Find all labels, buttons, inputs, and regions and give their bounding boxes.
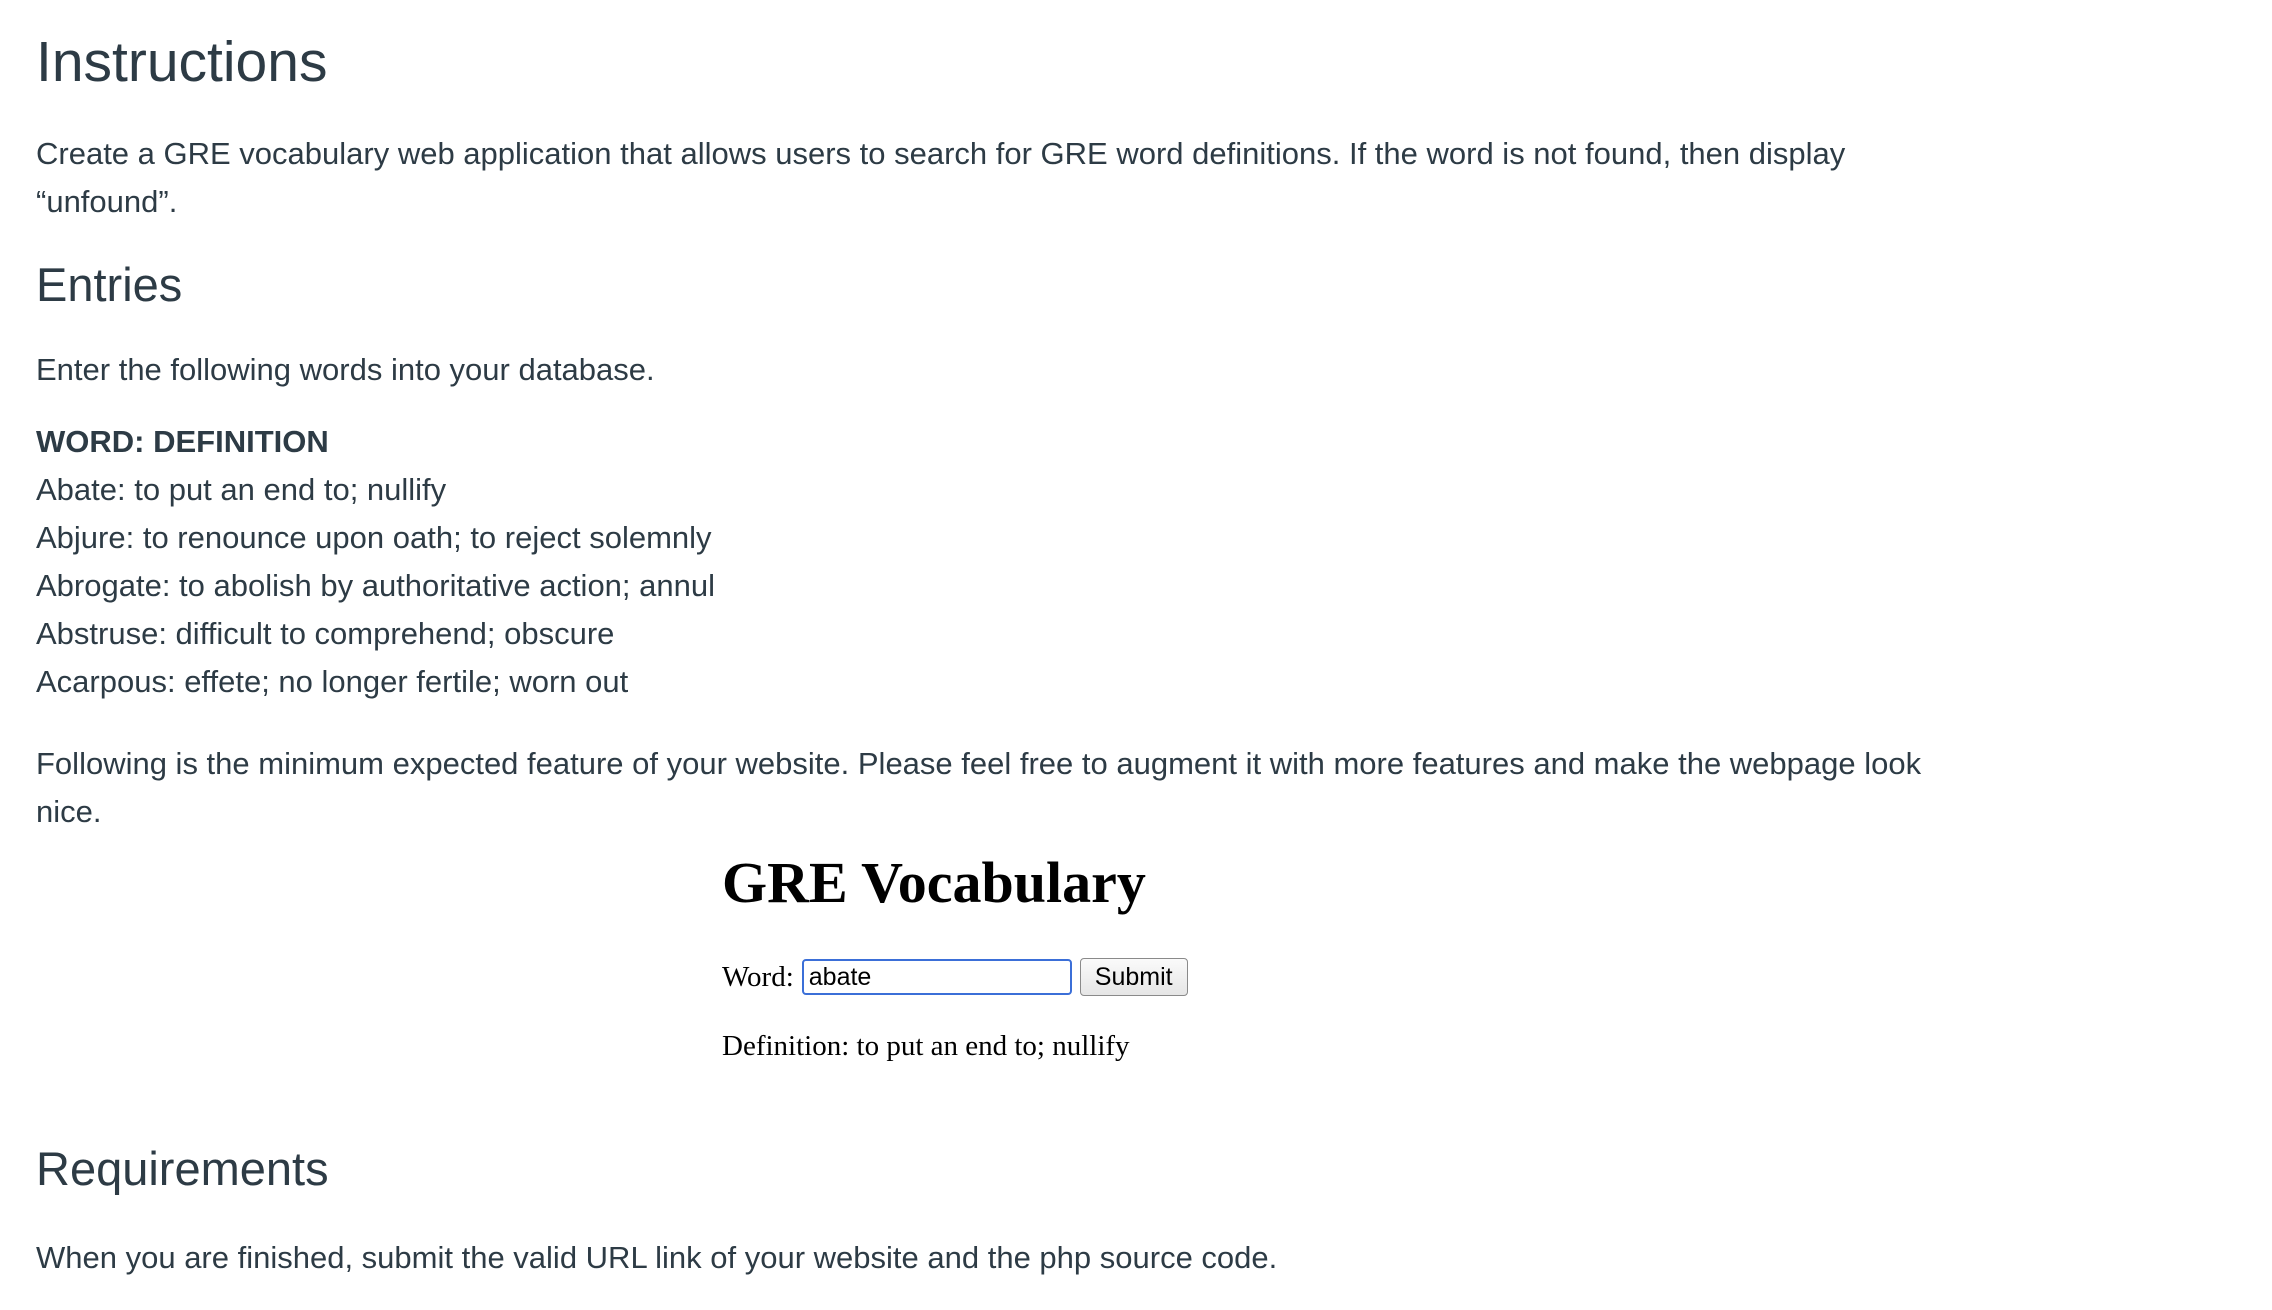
list-header: WORD: DEFINITION bbox=[36, 424, 329, 459]
demo-search-form bbox=[722, 958, 1188, 996]
list-item: Abstruse: difficult to comprehend; obscure bbox=[36, 616, 615, 651]
requirements-heading: Requirements bbox=[36, 1142, 329, 1195]
definition-result: Definition: to put an end to; nullify bbox=[722, 1030, 1130, 1062]
list-item: Abate: to put an end to; nullify bbox=[36, 472, 447, 507]
instructions-text: Create a GRE vocabulary web application that allows users to search for GRE word definitions. If the word is not found, then display “unfound”. bbox=[36, 136, 1846, 219]
word-input[interactable] bbox=[802, 959, 1072, 995]
demo-title: GRE Vocabulary bbox=[722, 850, 1146, 915]
list-item: Acarpous: effete; no longer fertile; worn out bbox=[36, 664, 629, 699]
list-item: Abjure: to renounce upon oath; to reject solemnly bbox=[36, 520, 712, 555]
list-item: Abrogate: to abolish by authoritative action; annul bbox=[36, 568, 716, 603]
instructions-heading: Instructions bbox=[36, 30, 328, 94]
word-definition-list bbox=[36, 418, 715, 706]
word-label: Word: bbox=[722, 960, 794, 993]
requirements-text: When you are finished, submit the valid URL link of your website and the php source code. bbox=[36, 1240, 1278, 1275]
entries-intro: Enter the following words into your database. bbox=[36, 352, 655, 387]
features-note: Following is the minimum expected feature of your website. Please feel free to augment it with more features and make the webpage look nice. bbox=[36, 746, 1922, 829]
submit-button[interactable]: Submit bbox=[1080, 958, 1188, 996]
example-app-screenshot bbox=[722, 850, 1422, 1062]
entries-heading: Entries bbox=[36, 258, 183, 311]
